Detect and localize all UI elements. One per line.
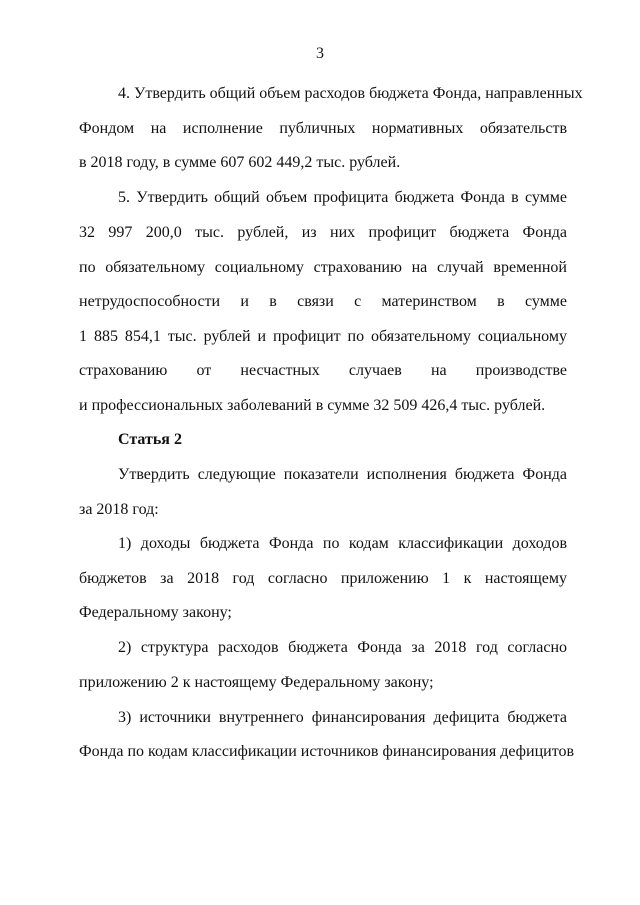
text-line: бюджетов за 2018 год согласно приложению 1 к настоящему	[79, 570, 567, 587]
text-line: приложению 2 к настоящему Федеральному закону;	[79, 674, 434, 691]
text-line: страхованию от несчастных случаев на производстве	[79, 362, 567, 379]
text-line: Утвердить следующие показатели исполнения бюджета Фонда	[118, 466, 567, 483]
text-line: 1) доходы бюджета Фонда по кодам классификации доходов	[118, 535, 567, 552]
text-line: Фондом на исполнение публичных нормативных обязательств	[79, 120, 567, 137]
page-number: 3	[316, 45, 324, 62]
text-line: и профессиональных заболеваний в сумме 32 509 426,4 тыс. рублей.	[79, 397, 546, 414]
text-line: по обязательному социальному страхованию на случай временной	[79, 259, 567, 276]
text-line: Федеральному закону;	[79, 604, 232, 621]
text-line: 5. Утвердить общий объем профицита бюджета Фонда в сумме	[118, 189, 567, 206]
text-line: Фонда по кодам классификации источников финансирования дефицитов	[79, 743, 575, 760]
text-line: 1 885 854,1 тыс. рублей и профицит по обязательному социальному	[79, 328, 567, 345]
text-line: нетрудоспособности и в связи с материнством в сумме	[79, 293, 567, 310]
text-line: 4. Утвердить общий объем расходов бюджета Фонда, направленных	[118, 85, 583, 102]
text-line: 2) структура расходов бюджета Фонда за 2018 год согласно	[118, 639, 567, 656]
article-heading: Статья 2	[118, 431, 182, 448]
text-line: за 2018 год:	[79, 501, 159, 518]
text-line: 32 997 200,0 тыс. рублей, из них профицит бюджета Фонда	[79, 224, 567, 241]
text-line: 3) источники внутреннего финансирования дефицита бюджета	[118, 709, 567, 726]
text-line: в 2018 году, в сумме 607 602 449,2 тыс. рублей.	[79, 154, 401, 171]
